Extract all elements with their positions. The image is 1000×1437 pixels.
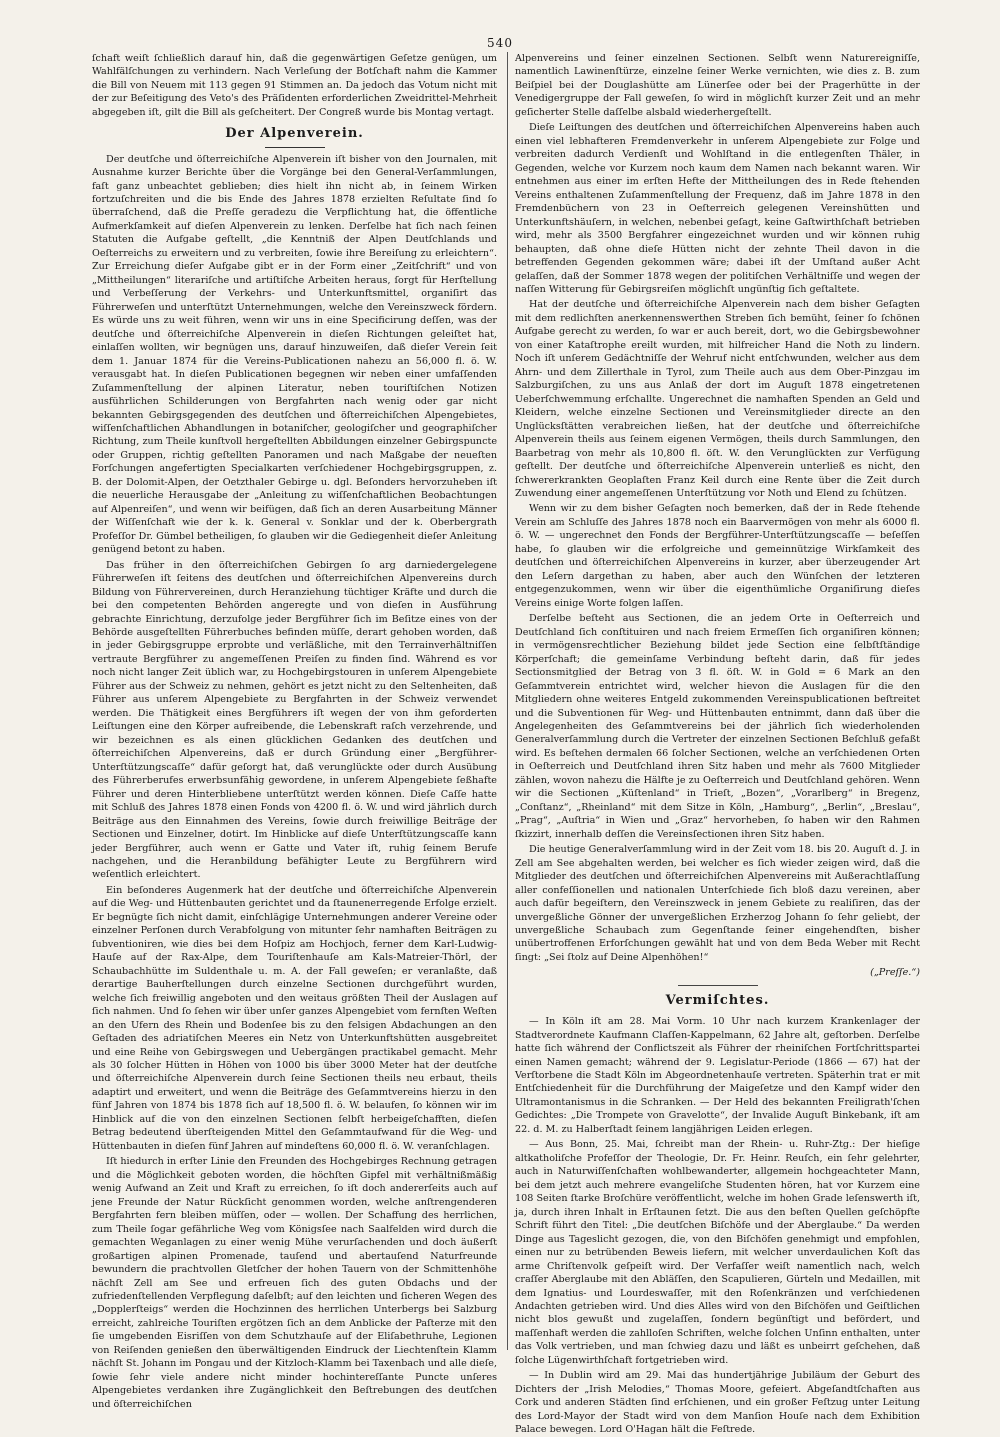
article-paragraph: Alpenvereins und ſeiner einzelnen Sectionen. Selbſt wenn Naturereigniſſe, namentlich Lawinenſtürze, einzelne ſeiner Werke vernichten, wie dies z. B. zum Beiſpiel bei der Douglashütte am Lünerſee oder bei der Pragerhütte in der Venedigergruppe der Fall geweſen, ſo wird in möglichſt kurzer Zeit und an mehr geſicherter Stelle daſſelbe alsbald wiederhergeſtellt. (515, 53, 920, 118)
article-paragraph: Das früher in den öſterreichiſchen Gebirgen ſo arg darniedergelegene Führerweſen iſt ſeitens des deutſchen und öſterreichiſchen Alpenvereins durch Bildung von Führervereinen, durch Heranziehung tüchtiger Kräfte und durch die bei den competenten Behörden angeregte und von dieſen in Ausführung gebrachte Einrichtung, derzufolge jeder Bergführer ſich im Beſitze eines von der Behörde ausgeſtellten Führerbuches befinden müſſe, derart gehoben worden, daß in jeder Gebirgsgruppe erprobte und verläßliche, mit den Terrainverhältniſſen vertraute Bergführer zu angemeſſenen Preiſen zu finden ſind. Während es vor noch nicht langer Zeit üblich war, zu Hochgebirgstouren in unſerem Alpengebiete Führer aus der Schweiz zu nehmen, gehört es jetzt nicht zu den Seltenheiten, daß Führer aus unſerem Alpengebiete zu Bergfahrten in der Schweiz verwendet werden. Die Thätigkeit eines Bergführers iſt wegen der von ihm geforderten Leiſtungen eine den Körper aufreibende, die Lebenskraft raſch verzehrende, und wir bezeichnen es als einen glücklichen Gedanken des deutſchen und öſterreichiſchen Alpenvereins, daß er durch Gründung einer „Bergführer-Unterſtützungscaſſe“ dafür geſorgt hat, daß verunglückte oder durch Ausübung des Führerberufes erwerbsunfähig gewordene, in unſerem Alpengebiete ſeßhafte Führer und deren Hinterbliebene unterſtützt werden können. Dieſe Caſſe hatte mit Schluß des Jahres 1878 einen Fonds von 4200 fl. ö. W. und wird jährlich durch Beiträge aus den Einnahmen des Vereins, ſowie durch freiwillige Beiträge der Sectionen und Einzelner, dotirt. Im Hinblicke auf dieſe Unterſtützungscaſſe kann jeder Bergführer, auch wenn er Gatte und Vater iſt, ruhig ſeinem Berufe nachgehen, und die Heranbildung befähigter Leute zu Bergführern wird weſentlich erleichtert. (92, 559, 497, 881)
article-paragraph: Wenn wir zu dem bisher Geſagten noch bemerken, daß der in Rede ſtehende Verein am Schluſſe des Jahres 1878 noch ein Baarvermögen von mehr als 6000 fl. ö. W. — ungerechnet den Fonds der Bergführer-Unterſtützungscaſſe — beſeſſen habe, ſo glauben wir die erfolgreiche und gemeinnützige Wirkſamkeit des deutſchen und öſterreichiſchen Alpenvereins in kurzer, aber überzeugender Art den Leſern dargethan zu haben, aber auch den Wünſchen der letzteren entgegenzukommen, wenn wir über die eigenthümliche Organiſirung dieſes Vereins einige Worte folgen laſſen. (515, 503, 920, 609)
misc-item: — In Köln iſt am 28. Mai Vorm. 10 Uhr nach kurzem Krankenlager der Stadtverordnete Kaufmann Claſſen-Kappelmann, 62 Jahre alt, geſtorben. Derſelbe hatte ſich während der Conflictszeit als Führer der rheiniſchen Fortſchrittspartei einen Namen gemacht; während der 9. Legislatur-Periode (1866 — 67) hat der Verſtorbene die Stadt Köln im Abgeordnetenhauſe vertreten. Späterhin trat er mit Entſchiedenheit für die Durchführung der Maigeſetze und den Kampf wider den Ultramontanismus in die Schranken. — Der Held des bekannten Freiligrath'ſchen Gedichtes: „Die Trompete von Gravelotte“, der Invalide Auguſt Binkebank, iſt am 22. d. M. zu Halberſtadt ſeinem langjährigen Leiden erlegen. (515, 1016, 920, 1135)
section-heading-vermischtes (515, 992, 920, 1010)
heading-text: Vermiſchtes. (665, 992, 770, 1008)
column-divider (507, 52, 508, 1350)
article-paragraph: Ein beſonderes Augenmerk hat der deutſche und öſterreichiſche Alpenverein auf die Weg- und Hüttenbauten gerichtet und da ſtaunenerregende Erfolge erzielt. Er begnügte ſich nicht damit, einſchlägige Unternehmungen anderer Vereine oder einzelner Perſonen durch Verabfolgung von mitunter ſehr namhaften Beiträgen zu ſubventioniren, wie dies bei dem Hoſpiz am Hochjoch, ferner dem Karl-Ludwig-Hauſe auf der Rax-Alpe, dem Touriſtenhauſe am Kals-Matreier-Thörl, der Schaubachhütte im Suldenthale u. m. A. der Fall geweſen; er veranlaßte, daß derartige Bauherſtellungen durch einzelne Sectionen durchgeführt wurden, welche ſich freiwillig angeboten und den weitaus größten Theil der Auslagen auf ſich nahmen. Und ſo ſehen wir über unſer ganzes Alpengebiet vom fernſten Weſten an den Ufern des Rhein und Bodenſee bis zu den felsigen Abdachungen an den Geſtaden des adriatiſchen Meeres ein Netz von Unterkunftshütten ausgebreitet und eine Reihe von Gebirgswegen und Uebergängen practikabel gemacht. Mehr als 30 ſolcher Hütten in Höhen von 1000 bis über 3000 Meter hat der deutſche und öſterreichiſche Alpenverein durch ſeine Sectionen theils neu erbaut, theils adaptirt und erweitert, und wenn die Beiträge des Geſammtvereins hierzu in den fünf Jahren von 1874 bis 1878 ſich auf 18,500 fl. ö. W. belaufen, ſo können wir im Hinblick auf die von den einzelnen Sectionen ſelbſt herbeigeſchafften, dieſen Betrag bedeutend überſteigenden Mittel den Geſammtaufwand für die Weg- und Hüttenbauten in dieſen fünf Jahren auf mindeſtens 60,000 fl. ö. W. veranſchlagen. (92, 884, 497, 1152)
heading-text: Der Alpenverein. (225, 126, 364, 142)
misc-item: — In Dublin wird am 29. Mai das hundertjährige Jubiläum der Geburt des Dichters der „Irish Melodies,“ Thomas Moore, gefeiert. Abgeſandtſchaften aus Cork und anderen Städten ſind erſchienen, und ein großer Feſtzug unter Leitung des Lord-Mayor der Stadt wird von dem Manſion Houſe nach dem Exhibition Palace bewegen. Lord O'Hagan hält die Feſtrede. (515, 1370, 920, 1436)
intro-paragraph: ſchaft weiſt ſchließlich darauf hin, daß die gegenwärtigen Geſetze genügen, um Wahlfälſchungen zu verhindern. Nach Verleſung der Botſchaft nahm die Kammer die Bill von Neuem mit 113 gegen 91 Stimmen an. Da jedoch das Votum nicht mit der zur Beſeitigung des Veto's des Präſidenten erforderlichen Zweidrittel-Mehrheit abgegeben iſt, gilt die Bill als geſcheitert. Der Congreß wurde bis Montag vertagt. (92, 53, 497, 118)
right-column (515, 52, 920, 1436)
section-heading-alpenverein (92, 125, 497, 147)
article-paragraph: Die heutige Generalverſammlung wird in der Zeit vom 18. bis 20. Auguſt d. J. in Zell am See abgehalten werden, bei welcher es ſich wieder zeigen wird, daß die Mitglieder des deutſchen und öſterreichiſchen Alpenvereins mit Außerachtlaſſung aller confeſſionellen und nationalen Unterſchiede ſich bloß dazu vereinen, aber auch dafür begeiſtern, den Vereinszweck in jenem Gebiete zu realiſiren, das der unvergeßliche Gönner der unvergeßlichen Erzherzog Johann ſo ſehr geliebt, der unvergeßliche Schaubach zum Gegenſtande ſeiner eingehendſten, bisher unübertroffenen Erforſchungen gewählt hat und von dem Beda Weber mit Recht ſingt: „Sei ſtolz auf Deine Alpenhöhen!“ (515, 844, 920, 963)
page-number: 540 (487, 36, 513, 50)
article-paragraph: Hat der deutſche und öſterreichiſche Alpenverein nach dem bisher Geſagten mit dem redlichſten anerkennenswerthen Streben ſich bemüht, ſeiner ſo ſchönen Aufgabe gerecht zu werden, ſo war er auch bereit, dort, wo die Gebirgsbewohner von einer Kataſtrophe ereilt wurden, mit hilfreicher Hand die Noth zu lindern. Noch iſt unſerem Gedächtniſſe der Wehruf nicht entſchwunden, welcher aus dem Ahrn- und dem Zillerthale in Tyrol, zum Theile auch aus dem Ober-Pinzgau im Salzburgiſchen, zu uns aus Anlaß der dort im Auguſt 1878 eingetretenen Ueberſchwemmung erſchallte. Ungerechnet die namhaften Spenden an Geld und Kleidern, welche einzelne Sectionen und Vereinsmitglieder directe an den Unglücksſtätten verabreichen ließen, hat der deutſche und öſterreichiſche Alpenverein theils aus ſeinem eigenen Vermögen, theils durch Sammlungen, den Baarbetrag von mehr als 10,800 fl. öſt. W. den Verunglückten zur Verfügung geſtellt. Der deutſche und öſterreichiſche Alpenverein unterließ es nicht, den ſchwererkrankten Geoplaſten Franz Keil durch eine Rente über die Zeit durch Zuwendung einer angemeſſenen Unterſtützung vor Noth und Elend zu ſchützen. (515, 299, 920, 499)
article-paragraph: Der deutſche und öſterreichiſche Alpenverein iſt bisher von den Journalen, mit Ausnahme kurzer Berichte über die Vorgänge bei den General-Verſammlungen, faſt ganz unbeachtet geblieben; dies hielt ihn nicht ab, in ſeinem Wirken fortzuſchreiten und die bis Ende des Jahres 1878 erzielten Reſultate ſind ſo überraſchend, daß die Preſſe geradezu die Verpflichtung hat, die öffentliche Aufmerkſamkeit auf dieſen Alpenverein zu lenken. Derſelbe hat ſich nach ſeinen Statuten die Aufgabe geſtellt, „die Kenntniß der Alpen Deutſchlands und Oeſterreichs zu erweitern und zu verbreiten, ſowie ihre Bereiſung zu erleichtern“. Zur Erreichung dieſer Aufgabe gibt er in der Form einer „Zeitſchrift“ und von „Mittheilungen“ literariſche und artiſtiſche Arbeiten heraus, ſorgt für Herſtellung und Verbeſſerung der Verkehrs- und Unterkunftsmittel, organiſirt das Führerweſen und unterſtützt Unternehmungen, welche den Vereinszweck fördern. Es würde uns zu weit führen, wenn wir uns in eine Specificirung deſſen, was der deutſche und öſterreichiſche Alpenverein in dieſen Richtungen geleiſtet hat, einlaſſen wollten, wir begnügen uns, darauf hinzuweiſen, daß dieſer Verein ſeit dem 1. Januar 1874 für die Vereins-Publicationen nahezu an 56,000 fl. ö. W. verausgabt hat. In dieſen Publicationen begegnen wir neben einer umfaſſenden Zuſammenſtellung der alpinen Literatur, neben touriſtiſchen Notizen ausführlichen Schilderungen von Bergfahrten nach wenig oder gar nicht bekannten Gebirgsgegenden des deutſchen und öſterreichiſchen Alpengebietes, wiſſenſchaftlichen Abhandlungen in botaniſcher, geologiſcher und geographiſcher Richtung, zum Theile kunſtvoll hergeſtellten Abbildungen einzelner Gebirgspuncte oder Gruppen, richtig geſtellten Panoramen und nach Maßgabe der neueſten Forſchungen angefertigten Specialkarten verſchiedener Hochgebirgsgruppen, z. B. der Dolomit-Alpen, der Oetzthaler Gebirge u. dgl. Beſonders hervorzuheben iſt die neuerliche Herausgabe der „Anleitung zu wiſſenſchaftlichen Beobachtungen auf Alpenreiſen“, und wenn wir beifügen, daß ſich an deren Ausarbeitung Männer der Wiſſenſchaft wie der k. k. General v. Sonklar und der k. Oberbergrath Profeſſor Dr. Gümbel betheiligen, ſo glauben wir die Gediegenheit dieſer Anleitung genügend betont zu haben. (92, 153, 497, 556)
left-column (92, 52, 498, 1410)
article-paragraph: Derſelbe beſteht aus Sectionen, die an jedem Orte in Oeſterreich und Deutſchland ſich conſtituiren und nach freiem Ermeſſen ſich organiſiren können; in vermögensrechtlicher Beziehung bildet jede Section eine ſelbſtſtändige Körperſchaft; die gemeinſame Verbindung beſteht darin, daß für jedes Sectionsmitglied der Betrag von 3 fl. öſt. W. in Gold = 6 Mark an den Geſammtverein entrichtet wird, welcher hievon die Auslagen für die den Mitgliedern ohne weiteres Entgeld zukommenden Vereinspublicationen beſtreitet und die Subventionen für Weg- und Hüttenbauten entnimmt, dann daß über die Angelegenheiten des Geſammtvereins bei der jährlich ſich wiederholenden Generalverſammlung durch die Vertreter der einzelnen Sectionen Beſchluß gefaßt wird. Es beſtehen dermalen 66 ſolcher Sectionen, welche an verſchiedenen Orten in Oeſterreich und Deutſchland ihren Sitz haben und mehr als 7600 Mitglieder zählen, wovon nahezu die Hälfte je zu Oeſterreich und Deutſchland gehören. Wenn wir die Sectionen „Küſtenland“ in Trieſt, „Bozen“, „Vorarlberg“ in Bregenz, „Conſtanz“, „Rheinland“ mit dem Sitze in Köln, „Hamburg“, „Berlin“, „Breslau“, „Prag“, „Auſtria“ in Wien und „Graz“ hervorheben, ſo haben wir den Rahmen ſkizzirt, innerhalb deſſen die Vereinsſectionen ihren Sitz haben. (515, 613, 920, 840)
source-attribution: („Preſſe.“) (870, 967, 920, 979)
article-paragraph: Iſt hiedurch in erſter Linie den Freunden des Hochgebirges Rechnung getragen und die Möglichkeit geboten worden, die höchſten Gipfel mit verhältnißmäßig wenig Aufwand an Zeit und Kraft zu erreichen, ſo iſt doch andererſeits auch auf jene Freunde der Natur Rückſicht genommen worden, welche anſtrengenderen Bergfahrten fern bleiben müſſen, oder — wollen. Der Schaffung des herrlichen, zum Theile ſogar gefährliche Weg vom Königsſee nach Saalfelden wird durch die gemachten Weganlagen zu einer wenig Mühe verurſachenden und doch äußerſt großartigen alpinen Promenade, tauſend und abertauſend Naturfreunde bewundern die prachtvollen Gletſcher der hohen Tauern von der Schmittenhöhe nächſt Zell am See und erfreuen ſich des guten Obdachs und der zufriedenſtellenden Verpflegung daſelbſt; auf den leichten und ſicheren Wegen des „Dopplerſteigs“ werden die Hochzinnen des herrlichen Unterbergs bei Salzburg erreicht, zahlreiche Touriſten ergötzen ſich an dem Anblicke der Paſterze mit den ſie umgebenden Eisriſſen von dem Schutzhauſe auf der Eliſabethruhe, Legionen von Reiſenden genießen den überwältigenden Eindruck der Liechtenſtein Klamm nächſt St. Johann im Pongau und der Kitzloch-Klamm bei Taxenbach und alle dieſe, ſowie ſehr viele andere nicht minder hochintereſſante Puncte unſeres Alpengebietes verdanken ihre Zugänglichkeit den Beſtrebungen des deutſchen und öſterreichiſchen (92, 1156, 498, 1410)
section-divider (678, 985, 758, 986)
heading-divider (265, 147, 325, 148)
misc-item: — Aus Bonn, 25. Mai, ſchreibt man der Rhein- u. Ruhr-Ztg.: Der hieſige altkatholiſche Profeſſor der Theologie, Dr. Fr. Heinr. Reuſch, ein ſehr gelehrter, auch in Naturwiſſenſchaften wohlbewanderter, allgemein hochgeachteter Mann, bei dem jetzt auch mehrere evangeliſche Studenten hören, hat vor Kurzem eine 108 Seiten ſtarke Broſchüre veröffentlicht, welche im hohen Grade leſenswerth iſt, ja, durch ihren Inhalt in Erſtaunen ſetzt. Die aus den beſten Quellen geſchöpfte Schrift führt den Titel: „Die deutſchen Biſchöfe und der Aberglaube.“ Da werden Dinge aus Tageslicht gezogen, die, von den Biſchöfen genehmigt und empfohlen, einen nur zu betrübenden Beweis liefern, mit welcher unverdaulichen Koſt das arme Chriſtenvolk geſpeiſt wird. Der Verfaſſer weiſt namentlich nach, welch craſſer Aberglaube mit den Abläſſen, den Scapulieren, Gürteln und Medaillen, mit dem Ignatius- und Lourdeswaſſer, mit den Roſenkränzen und verſchiedenen Andachten getrieben wird. Und dies Alles wird von den Biſchöfen und Geiſtlichen nicht blos gewußt und zugelaſſen, ſondern begünſtigt und befördert, und maſſenhaft werden die zahlloſen Schriften, welche ſolchen Unſinn enthalten, unter das Volk vertrieben, und man ſchwieg dazu und läßt es unbeirrt geſchehen, daß ſolche Lügenwirthſchaft fortgetrieben wird. (515, 1139, 920, 1366)
article-paragraph: Dieſe Leiſtungen des deutſchen und öſterreichiſchen Alpenvereins haben auch einen viel lebhafteren Fremdenverkehr in unſerem Alpengebiete zur Folge und verbreiten dadurch Verdienſt und Wohlſtand in die entlegenſten Thäler, in Gegenden, welche vor Kurzem noch kaum dem Namen nach bekannt waren. Wir entnehmen aus einer im erſten Hefte der Mittheilungen des in Rede ſtehenden Vereins enthaltenen Zuſammenſtellung der Frequenz, daß im Jahre 1878 in den Fremdenbüchern von 23 in Oeſterreich gelegenen Vereinshütten und Unterkunftshäuſern, in welchen, nebenbei geſagt, keine Gaſtwirthſchaft betrieben wird, mehr als 3500 Bergfahrer eingezeichnet wurden und wir können ruhig behaupten, daß ohne dieſe Hütten nicht der zehnte Theil davon in die betreffenden Gegenden gekommen wäre; dabei iſt der Umſtand außer Acht gelaſſen, daß der Sommer 1878 wegen der politiſchen Verhältniſſe und wegen der naſſen Witterung für Gebirgsreiſen möglichſt ungünſtig ſich geſtaltete. (515, 122, 920, 295)
